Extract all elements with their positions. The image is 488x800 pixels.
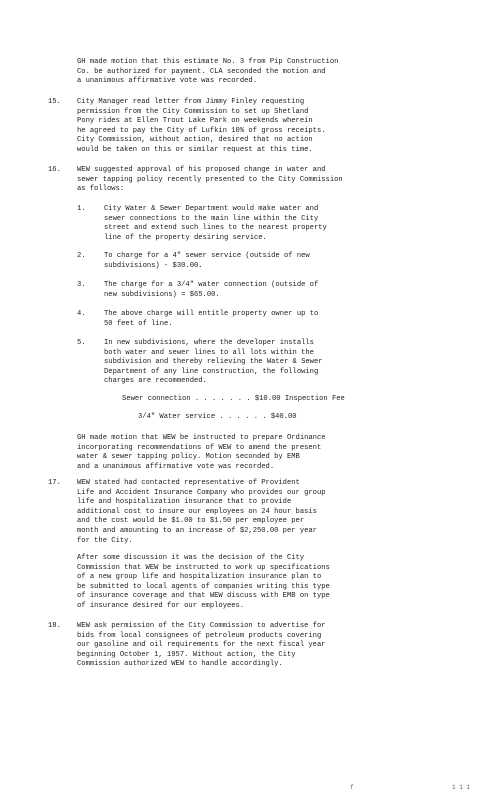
- subitem-text: The above charge will entitle property owner up to 50 feet of line.: [104, 310, 319, 328]
- subitem-number: 3.: [77, 281, 86, 289]
- subitem-number: 1.: [77, 205, 86, 213]
- subitem-text: The charge for a 3/4" water connection (outside of new subdivisions) = $65.00.: [104, 281, 319, 299]
- page-number: 1 1 1: [452, 784, 471, 791]
- fee-line-sewer: Sewer connection . . . . . . . $10.00 Inspection Fee: [122, 395, 345, 403]
- subitem-text: In new subdivisions, where the developer installs both water and sewer lines to all lots within the subdivision and thereby relieving the Water & Sewer Department of any line construction, the following charges are recommended.: [104, 339, 323, 386]
- item-16-motion: GH made motion that WEW be instructed to prepare Ordinance incorporating recommendations of WEW to amend the present water & sewer tapping policy. Motion seconded by EMB and a unanimous affirmative vote was recorded.: [77, 434, 326, 471]
- item-number: 16.: [48, 166, 61, 174]
- item-number: 18.: [48, 622, 61, 630]
- subitem-number: 5.: [77, 339, 86, 347]
- fee-line-water: 3/4" Water service . . . . . . $40.00: [138, 413, 297, 421]
- item-17-text: WEW stated had contacted representative of Provident Life and Accident Insurance Company who provides our group life and hospitalization insurance that to provide additional cost to insure our employees on 24 hour basis and the cost would be $1.00 to $1.50 per employee per month and amounting to an increase of $2,250.00 per year for the City.: [77, 479, 326, 545]
- item-number: 17.: [48, 479, 61, 487]
- item-16-text: WEW suggested approval of his proposed change in water and sewer tapping policy recently presented to the City Commission as follows:: [77, 166, 343, 194]
- item-number: 15.: [48, 98, 61, 106]
- item-17-discussion: After some discussion it was the decision of the City Commission that WEW be instructed to work up specifications of a new group life and hospitalization insurance plan to be submitted to local agents of companies writing this type of insurance coverage and that WEW discuss with EMB on type of insurance desired for our employees.: [77, 554, 330, 610]
- continuation-paragraph: GH made motion that this estimate No. 3 from Pip Construction Co. be authorized for payment. CLA seconded the motion and a unanimous affirmative vote was recorded.: [77, 58, 339, 86]
- subitem-text: City Water & Sewer Department would make water and sewer connections to the main line within the City street and extend such lines to the nearest property line of the property desiring service.: [104, 205, 327, 242]
- subitem-number: 4.: [77, 310, 86, 318]
- subitem-text: To charge for a 4" sewer service (outside of new subdivisions) - $30.00.: [104, 252, 310, 270]
- item-15-text: City Manager read letter from Jimmy Finley requesting permission from the City Commission to set up Shetland Pony rides at Ellen Trout Lake Park on weekends wherein he agreed to pay the City of Lufkin 10% of gross receipts. City Commission, without action, desired that no action would be taken on this or similar request at this time.: [77, 98, 326, 154]
- subitem-number: 2.: [77, 252, 86, 260]
- item-18-text: WEW ask permission of the City Commission to advertise for bids from local consignees of petroleum products covering our gasoline and oil requirements for the next fiscal year beginning October 1, 1957. Without action, the City Commission authorized WEW to handle accordingly.: [77, 622, 326, 669]
- footer-mark: f: [350, 784, 354, 791]
